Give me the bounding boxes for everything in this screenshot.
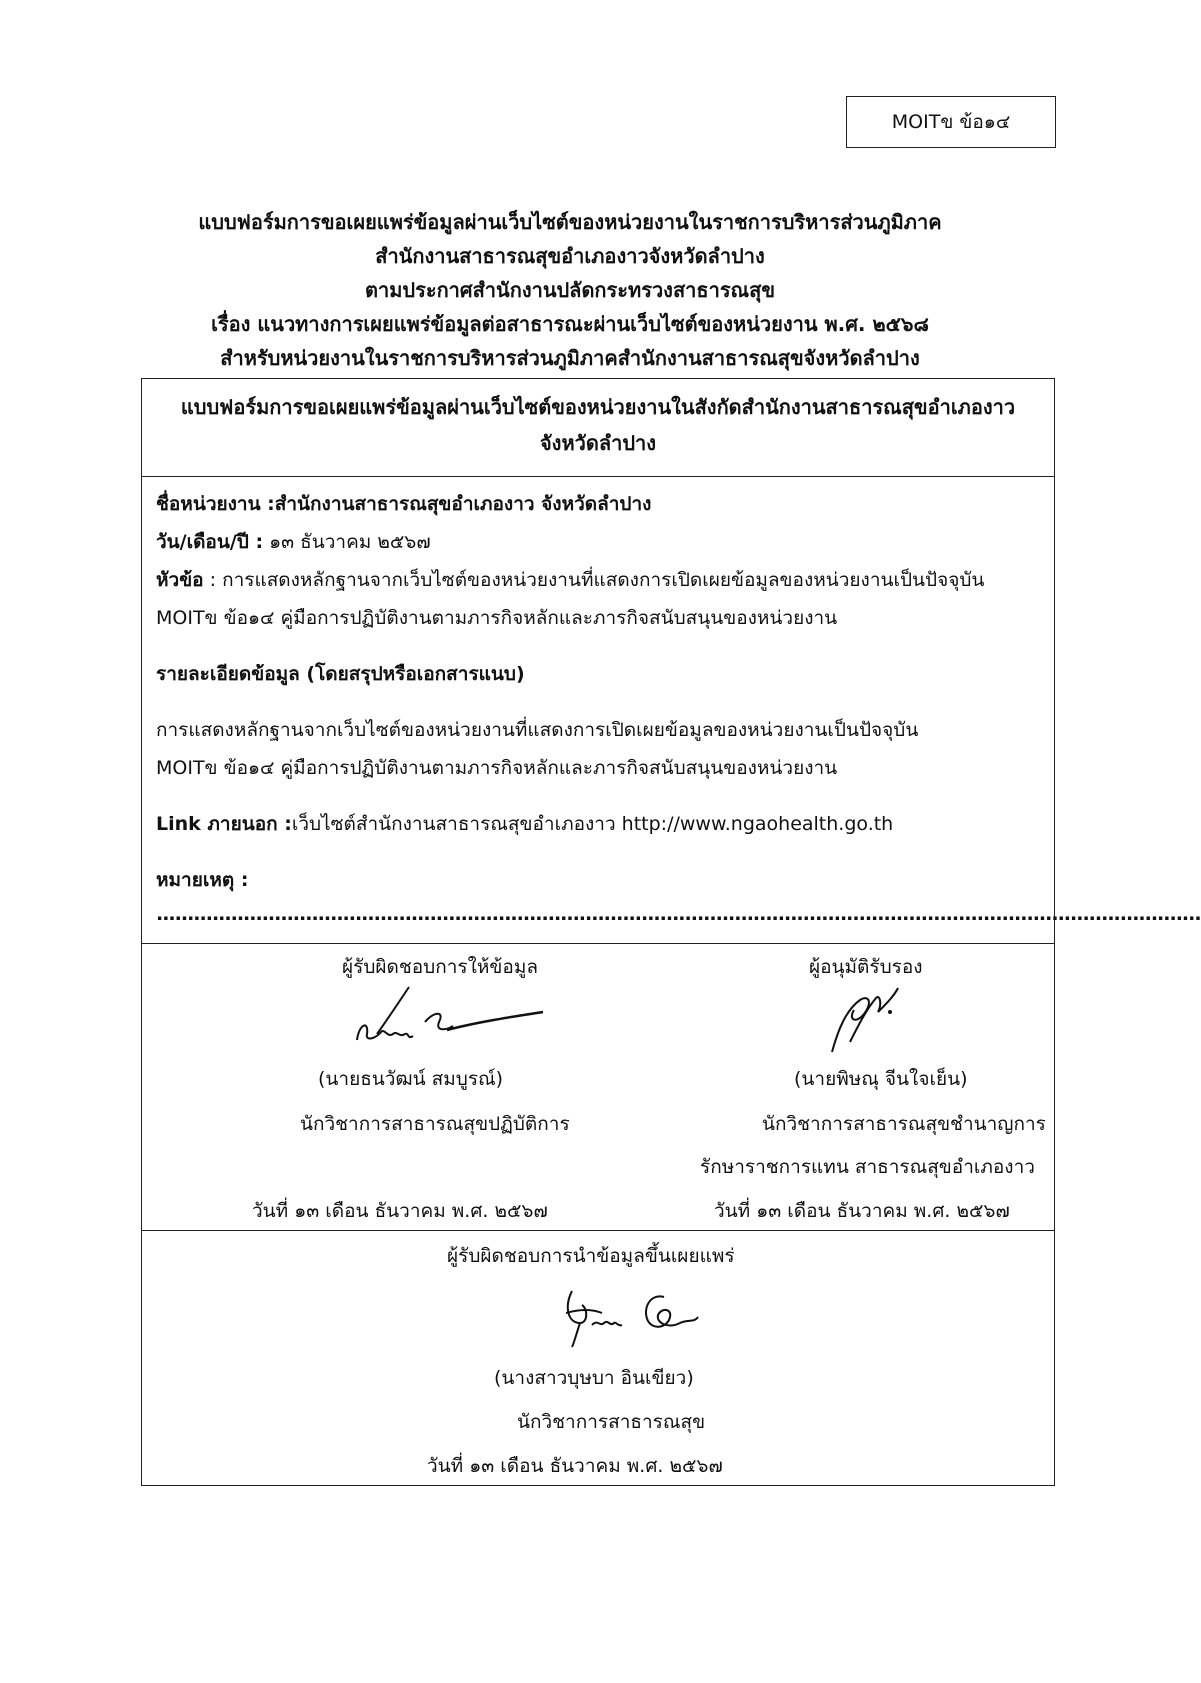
left-signer-name: (นายธนวัฒน์ สมบูรณ์)	[318, 1068, 504, 1090]
header-line-1: แบบฟอร์มการขอเผยแพร่ข้อมูลผ่านเว็บไซต์ของหน่วยงานในราชการบริหารส่วนภูมิภาค	[198, 210, 942, 234]
detail-heading: รายละเอียดข้อมูล (โดยสรุปหรือเอกสารแนบ)	[156, 663, 525, 685]
link-value: เว็บไซต์สำนักงานสาธารณสุขอำเภองาว http://www.ngaohealth.go.th	[291, 813, 894, 835]
topic-label: หัวข้อ	[156, 569, 204, 591]
header-line-2: สำนักงานสาธารณสุขอำเภองาวจังหวัดลำปาง	[375, 244, 765, 268]
topic-value: : การแสดงหลักฐานจากเว็บไซต์ของหน่วยงานที่แสดงการเปิดเผยข้อมูลของหน่วยงานเป็นปัจจุบัน	[203, 569, 985, 591]
left-signer-heading: ผู้รับผิดชอบการให้ข้อมูล	[342, 956, 538, 978]
topic-line	[156, 561, 1042, 599]
publisher-signature-image	[558, 1283, 708, 1349]
right-signer-position: นักวิชาการสาธารณสุขชำนาญการ	[762, 1113, 1046, 1135]
publisher-position: นักวิชาการสาธารณสุข	[517, 1411, 706, 1433]
publisher-row	[142, 1231, 1054, 1485]
left-signer-position: นักวิชาการสาธารณสุขปฏิบัติการ	[300, 1113, 570, 1135]
form-title-line-1: แบบฟอร์มการขอเผยแพร่ข้อมูลผ่านเว็บไซต์ของหน่วยงานในสังกัดสำนักงานสาธารณสุขอำเภองาว	[180, 395, 1016, 419]
header-line-3: ตามประกาศสำนักงานปลัดกระทรวงสาธารณสุข	[364, 278, 775, 302]
right-signer-acting: รักษาราชการแทน สาธารณสุขอำเภองาว	[700, 1156, 1035, 1178]
left-signer-date: วันที่ ๑๓ เดือน ธันวาคม พ.ศ. ๒๕๖๗	[252, 1200, 548, 1222]
document-header	[120, 205, 1020, 375]
date-line	[156, 523, 1042, 561]
header-line-5: สำหรับหน่วยงานในราชการบริหารส่วนภูมิภาคสำนักงานสาธารณสุขจังหวัดลำปาง	[220, 346, 920, 370]
publisher-heading: ผู้รับผิดชอบการนำข้อมูลขึ้นเผยแพร่	[447, 1245, 735, 1267]
left-signature-image	[347, 982, 547, 1052]
agency-label: ชื่อหน่วยงาน :	[156, 493, 275, 515]
document-code-box	[846, 96, 1056, 148]
note-label: หมายเหตุ :	[156, 869, 249, 891]
right-signer-heading: ผู้อนุมัติรับรอง	[809, 956, 923, 978]
right-signer-name: (นายพิษณุ จีนใจเย็น)	[794, 1068, 968, 1090]
request-form-table	[141, 378, 1201, 1486]
note-dotted-line: ........................................................................................................................................................................	[156, 903, 1201, 925]
agency-line	[156, 485, 1042, 523]
publisher-date: วันที่ ๑๓ เดือน ธันวาคม พ.ศ. ๒๕๖๗	[427, 1455, 723, 1477]
link-line	[156, 805, 1042, 843]
signature-row	[142, 944, 1054, 1231]
date-value: ๑๓ ธันวาคม ๒๕๖๗	[263, 531, 431, 553]
detail-line-2: MOITข ข้อ๑๔ คู่มือการปฏิบัติงานตามภารกิจหลักและภารกิจสนับสนุนของหน่วยงาน	[156, 757, 838, 779]
form-title-line-2: จังหวัดลำปาง	[539, 431, 657, 455]
topic-line-2: MOITข ข้อ๑๔ คู่มือการปฏิบัติงานตามภารกิจหลักและภารกิจสนับสนุนของหน่วยงาน	[156, 607, 838, 629]
date-label: วัน/เดือน/ปี :	[156, 531, 264, 553]
link-label: Link ภายนอก :	[156, 813, 292, 835]
publisher-name: (นางสาวบุษบา อินเขียว)	[494, 1367, 694, 1389]
right-signature-image	[820, 980, 910, 1060]
document-code: MOITข ข้อ๑๔	[891, 111, 1011, 133]
agency-value: สำนักงานสาธารณสุขอำเภองาว จังหวัดลำปาง	[274, 493, 652, 515]
detail-line-1: การแสดงหลักฐานจากเว็บไซต์ของหน่วยงานที่แสดงการเปิดเผยข้อมูลของหน่วยงานเป็นปัจจุบัน	[156, 719, 919, 741]
header-line-4: เรื่อง แนวทางการเผยแพร่ข้อมูลต่อสาธารณะผ่านเว็บไซต์ของหน่วยงาน พ.ศ. ๒๕๖๘	[211, 312, 929, 336]
right-signer-date: วันที่ ๑๓ เดือน ธันวาคม พ.ศ. ๒๕๖๗	[714, 1200, 1010, 1222]
form-title-row	[142, 379, 1054, 477]
form-detail-row	[142, 477, 1201, 944]
